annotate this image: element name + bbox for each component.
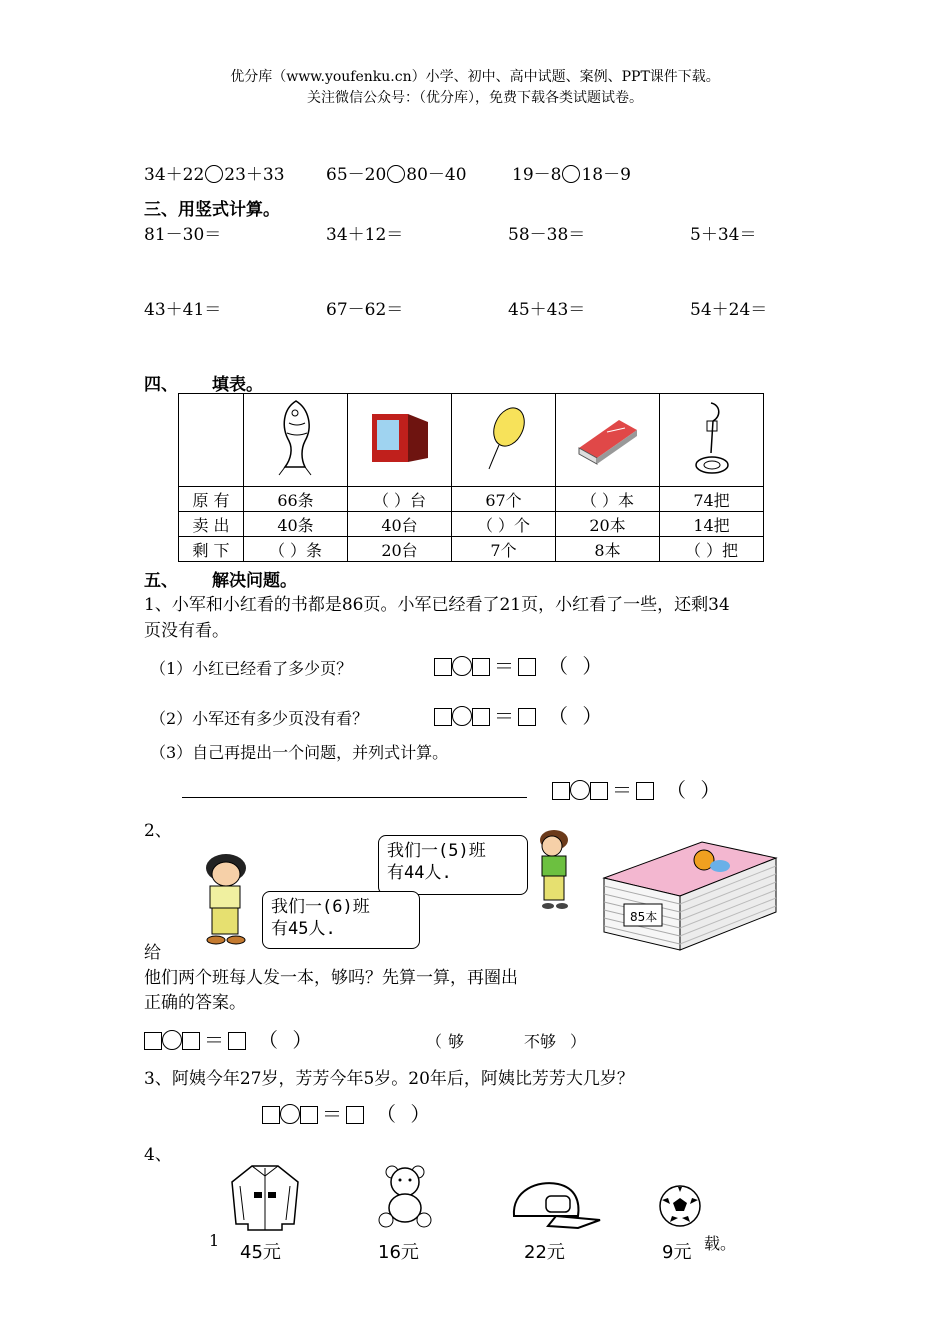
section3-title: 三、用竖式计算。: [144, 200, 280, 220]
jacket-icon: [228, 1162, 302, 1232]
fish-cell: [244, 394, 348, 487]
book-stack-label: 85本: [630, 910, 658, 924]
soccer-ball-icon: [658, 1184, 702, 1228]
section4-title: 填表。: [212, 375, 263, 395]
choice-not-enough[interactable]: 不够: [524, 1032, 557, 1051]
calc-item: 45＋43＝: [508, 300, 586, 320]
cap-icon: [508, 1176, 604, 1236]
section5-title: 解决问题。: [212, 571, 297, 591]
section5-num: 五、: [144, 571, 178, 591]
answer-formula[interactable]: ＝ （ ）: [434, 650, 606, 679]
row-label: 剩 下: [179, 537, 244, 562]
answer-line[interactable]: [182, 797, 527, 798]
boy-left-icon: [196, 852, 256, 946]
q2-text-1: 给: [144, 943, 161, 963]
compare-3: 19－8 18－9: [512, 165, 631, 185]
header-line-1: 优分库（www.youfenku.cn）小学、初中、高中试题、案例、PPT课件下载。: [230, 69, 720, 85]
table-cell[interactable]: （ ）把: [660, 537, 764, 562]
table-cell[interactable]: （ ）个: [452, 512, 556, 537]
fill-table: [178, 393, 764, 562]
table-cell[interactable]: （ ）台: [348, 487, 452, 512]
q1-sub1: （1）小红已经看了多少页？: [150, 659, 353, 678]
q4-num: 4、: [144, 1145, 172, 1165]
compare-circle[interactable]: [387, 165, 405, 183]
tv-cell: [348, 394, 452, 487]
row-label: 原 有: [179, 487, 244, 512]
speech-bubble-6: 我们一(6)班 有45人.: [262, 891, 420, 949]
table-cell: 14把: [660, 512, 764, 537]
compare-circle[interactable]: [205, 165, 223, 183]
table-corner: [179, 394, 244, 487]
answer-formula[interactable]: ＝ （ ）: [434, 700, 606, 729]
calc-item: 58－38＝: [508, 225, 586, 245]
table-cell: 20本: [556, 512, 660, 537]
choice-enough[interactable]: 够: [448, 1032, 465, 1051]
table-cell: 40台: [348, 512, 452, 537]
row-label: 卖 出: [179, 512, 244, 537]
boy-right-icon: [530, 828, 580, 912]
table-cell: 20台: [348, 537, 452, 562]
compare-2: 65－20 80－40: [326, 165, 467, 185]
q2-text-2: 他们两个班每人发一本，够吗？先算一算，再圈出: [144, 968, 518, 988]
balloon-cell: [452, 394, 556, 487]
table-cell: 7个: [452, 537, 556, 562]
q4-partial-right: 载。: [704, 1234, 737, 1253]
table-cell[interactable]: （ ）本: [556, 487, 660, 512]
choice-open: （: [426, 1032, 443, 1051]
q4-partial-left: 1: [209, 1231, 220, 1250]
q3-text: 3、阿姨今年27岁，芳芳今年5岁。20年后，阿姨比芳芳大几岁？: [144, 1069, 634, 1089]
fish-icon: [271, 397, 321, 479]
q1-text-2: 页没有看。: [144, 621, 229, 641]
table-cell: 40条: [244, 512, 348, 537]
book-stack-icon: [600, 836, 780, 954]
calc-item: 54＋24＝: [690, 300, 768, 320]
answer-formula[interactable]: ＝ （ ）: [552, 774, 724, 803]
price-jacket: 45元: [240, 1242, 281, 1263]
table-cell: 67个: [452, 487, 556, 512]
calc-item: 67－62＝: [326, 300, 404, 320]
spoon-icon: [687, 397, 737, 479]
tv-icon: [368, 408, 432, 468]
answer-formula[interactable]: ＝ （ ）: [262, 1098, 434, 1127]
teddy-bear-icon: [372, 1164, 438, 1230]
calc-item: 5＋34＝: [690, 225, 757, 245]
table-cell[interactable]: （ ）条: [244, 537, 348, 562]
speech-bubble-5: 我们一(5)班 有44人.: [378, 835, 528, 895]
compare-1: 34＋22 23＋33: [144, 165, 285, 185]
q2-text-3: 正确的答案。: [144, 993, 246, 1013]
calc-item: 81－30＝: [144, 225, 222, 245]
calc-item: 43＋41＝: [144, 300, 222, 320]
q1-text-1: 1、小军和小红看的书都是86页。小军已经看了21页，小红看了一些，还剩34: [144, 595, 730, 615]
answer-formula[interactable]: ＝ （ ）: [144, 1024, 316, 1053]
book-icon: [573, 408, 643, 468]
q1-sub2: （2）小军还有多少页没有看？: [150, 709, 369, 728]
calc-item: 34＋12＝: [326, 225, 404, 245]
choice-close: ）: [570, 1032, 587, 1051]
book-cell: [556, 394, 660, 487]
price-ball: 9元: [662, 1242, 692, 1263]
price-cap: 22元: [524, 1242, 565, 1263]
q1-sub3: （3）自己再提出一个问题，并列式计算。: [150, 743, 449, 762]
header-line-2: 关注微信公众号：（优分库），免费下载各类试题试卷。: [307, 90, 643, 106]
compare-circle[interactable]: [562, 165, 580, 183]
table-cell: 74把: [660, 487, 764, 512]
section4-num: 四、: [144, 375, 178, 395]
price-bear: 16元: [378, 1242, 419, 1263]
table-cell: 66条: [244, 487, 348, 512]
table-cell: 8本: [556, 537, 660, 562]
balloon-icon: [479, 403, 529, 473]
spoon-cell: [660, 394, 764, 487]
q2-num: 2、: [144, 821, 172, 841]
